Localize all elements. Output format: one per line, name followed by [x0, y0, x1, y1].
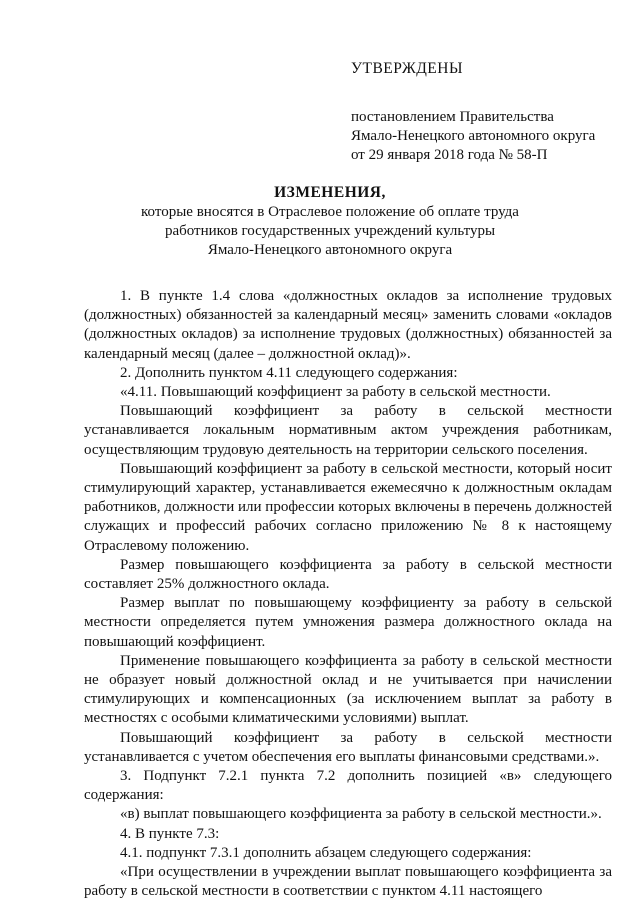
paragraph-5: Повышающий коэффициент за работу в сельской местности, который носит стимулирующий характер, устанавливается ежемесячно к должностным окладам работников, должности или профессии которых включены в перечень должностей служащих и профессий рабочих согласно приложению № 8 к настоящему Отраслевому положению. [84, 460, 612, 554]
approval-line-date: от 29 января 2018 года № 58-П [351, 147, 548, 163]
paragraph-8: Применение повышающего коэффициента за работу в сельской местности не образует новый должностной оклад и не учитывается при начислении стимулирующих и компенсационных (за исключением выплат за работу в местностях с особыми климатическими условиями) выплат. [84, 652, 612, 727]
paragraph-2: 2. Дополнить пунктом 4.11 следующего содержания: [120, 364, 458, 381]
approval-line-decree: постановлением Правительства [351, 109, 554, 125]
paragraph-7: Размер выплат по повышающему коэффициенту за работу в сельской местности определяется путем умножения размера должностного оклада на повышающий коэффициент. [84, 595, 612, 650]
heading-subtitle-line: работников государственных учреждений культуры [164, 223, 496, 239]
paragraph-13: 4.1. подпункт 7.3.1 дополнить абзацем следующего содержания: [120, 844, 532, 861]
paragraph-11: «в) выплат повышающего коэффициента за работу в сельской местности.». [120, 806, 602, 823]
document-body [84, 287, 612, 902]
paragraph-10: 3. Подпункт 7.2.1 пункта 7.2 дополнить позицией «в» следующего содержания: [84, 768, 612, 804]
heading-subtitle-line: которые вносятся в Отраслевое положение об оплате труда [141, 204, 519, 220]
approval-line-region: Ямало-Ненецкого автономного округа [351, 128, 596, 144]
paragraph-4: Повышающий коэффициент за работу в сельской местности устанавливается локальным нормативным актом учреждения работникам, осуществляющим трудовую деятельность на территории сельского поселения. [84, 403, 612, 458]
paragraph-6: Размер повышающего коэффициента за работу в сельской местности составляет 25% должностного оклада. [84, 556, 612, 593]
approval-block [351, 60, 611, 165]
paragraph-14: «При осуществлении в учреждении выплат повышающего коэффициента за работу в сельской местности в соответствии с пунктом 4.11 настоящего [84, 864, 612, 900]
paragraph-9: Повышающий коэффициент за работу в сельской местности устанавливается с учетом обеспечения его выплаты финансовыми средствами.». [84, 729, 612, 765]
paragraph-3: «4.11. Повышающий коэффициент за работу в сельской местности. [120, 384, 551, 401]
document-heading [100, 183, 560, 260]
paragraph-1: 1. В пункте 1.4 слова «должностных окладов за исполнение трудовых (должностных) обязанностей за календарный месяц» заменить словами «окладов (должностных окладов) за исполнение трудовых (должностных) обязанностей за календарный месяц (далее – должностной оклад)». [84, 288, 612, 362]
approval-title: УТВЕРЖДЕНЫ [351, 60, 463, 77]
heading-subtitle-line: Ямало-Ненецкого автономного округа [207, 242, 453, 258]
paragraph-12: 4. В пункте 7.3: [120, 825, 220, 842]
heading-title: ИЗМЕНЕНИЯ, [274, 184, 386, 201]
